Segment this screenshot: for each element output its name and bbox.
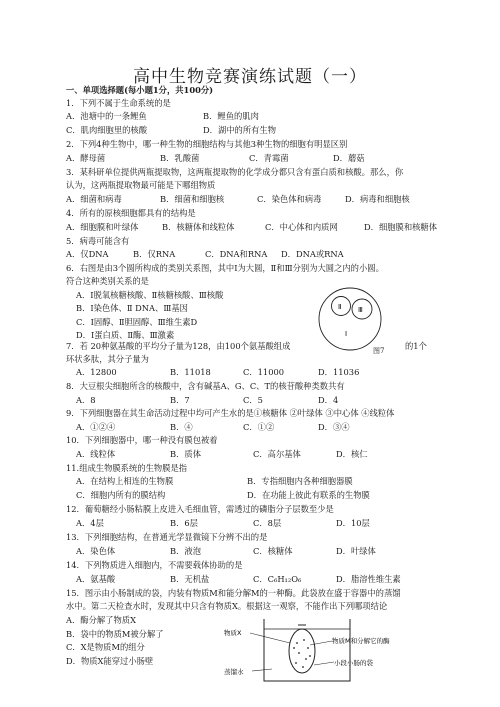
q5-option-a: A．仅DNA: [66, 249, 109, 259]
q1-stem: 1．下列不属于生命系统的是: [66, 98, 171, 108]
q7-option-d: D．11036: [318, 367, 360, 377]
leader-water: [252, 669, 272, 671]
q11-stem: 11.组成生物膜系统的生物膜是指: [66, 463, 188, 473]
q5-stem: 5．病毒可能含有: [66, 236, 130, 246]
q1-option-b: B．鲤鱼的肌肉: [203, 111, 259, 121]
q8-stem: 8．大豆根尖细胞所含的核酸中，含有碱基A、G、C、T的核苷酸种类数共有: [66, 381, 345, 391]
q7-stem-line1-end: 的1个: [405, 341, 427, 351]
q10-option-b: B．质体: [170, 449, 201, 459]
q4-option-c: C．中心体和内质网: [265, 222, 338, 232]
substance-dots: [293, 639, 311, 668]
q12-option-d: D．10层: [336, 518, 370, 528]
q3-stem-line2: 认为，这两瓶提取物最可能是下哪组物质: [66, 180, 216, 190]
q12-stem: 12．葡萄糖经小肠粘膜上皮进入毛细血管，需透过的磷脂分子层数至少是: [66, 504, 334, 514]
leader-x: [250, 633, 290, 643]
q15-option-a: A．酶分解了物质X: [66, 615, 136, 625]
q3-option-d: D．病毒和细胞核: [345, 194, 410, 204]
q15-option-b: B．袋中的物质M被分解了: [66, 629, 164, 639]
q14-option-d: D．脂溶性维生素: [336, 574, 401, 584]
q15-bag-diagram: [222, 615, 432, 687]
section-heading: 一、单项选择题(每小题1分，共100分): [66, 85, 214, 95]
q6-option-b: B．Ⅰ染色体、Ⅱ DNA、Ⅲ基因: [76, 303, 188, 313]
q3-option-b: B．细菌和细胞核: [160, 194, 225, 204]
q8-option-a: A．8: [76, 395, 96, 405]
q14-option-a: A．氨基酸: [76, 574, 116, 584]
q14-stem: 14．下列物质进入细胞内，不需要载体协助的是: [66, 560, 243, 570]
q4-option-a: A．细胞膜和叶绿体: [66, 222, 139, 232]
q9-option-a: A．①②④: [76, 422, 116, 432]
q6-option-c: C．Ⅰ固醇、Ⅱ胆固醇、Ⅲ维生素D: [76, 317, 198, 327]
q3-option-a: A．细菌和病毒: [66, 194, 122, 204]
q15-stem-line2: 水中。第二天检查水时，发现其中只含有物质X。根据这一观察，不能作出下列哪项结论: [66, 601, 388, 611]
q13-option-d: D．叶绿体: [336, 546, 376, 556]
q2-option-c: C．青霉菌: [249, 153, 289, 163]
q7-option-c: C．11000: [243, 367, 285, 377]
q3-stem-line1: 3．某科研单位提供两瓶提取物，这两瓶提取物的化学成分都只含有蛋白质和核酸。那么，你: [66, 167, 404, 177]
circle-label-iii: Ⅲ: [358, 306, 363, 314]
q2-option-b: B．乳酸菌: [160, 153, 200, 163]
q15-option-d: D．物质X能穿过小肠壁: [66, 656, 154, 666]
circle-label-i: Ⅰ: [345, 330, 348, 338]
circle-label-ii: Ⅱ: [338, 303, 342, 311]
q7-option-a: A．12800: [76, 367, 117, 377]
q2-stem: 2．下列4种生物中，哪一种生物的细胞结构与其他3种生物的细胞有明显区别: [66, 139, 348, 149]
page-title: 高中生物竞赛演练试题（一）: [133, 67, 367, 87]
q6-stem-line2: 符合这种类别关系的是: [66, 276, 149, 286]
q9-stem: 9．下列细胞器在其生命活动过程中均可产生水的是①核糖体 ②叶绿体 ③中心体 ④线粒体: [66, 408, 395, 418]
q12-option-c: C．8层: [253, 518, 282, 528]
intestine-bag: [289, 629, 315, 673]
q5-option-b: B．仅RNA: [133, 249, 176, 259]
q2-option-d: D．蘑菇: [333, 153, 365, 163]
q13-option-c: C．核糖体: [253, 546, 293, 556]
q11-option-b: B．专指细胞内各种细胞器膜: [247, 476, 353, 486]
q3-option-c: C．染色体和病毒: [257, 194, 322, 204]
label-intestine-bag: 小段小肠的袋: [334, 659, 373, 667]
q8-option-c: C．5: [243, 395, 263, 405]
q11-option-a: A．在结构上相连的生物膜: [76, 476, 174, 486]
q10-option-d: D．核仁: [336, 449, 368, 459]
q9-option-d: D．③④: [318, 422, 350, 432]
q4-option-d: D．细胞膜和核糖体: [364, 222, 438, 232]
q4-option-b: B．核糖体和线粒体: [162, 222, 235, 232]
q7-stem-line2: 环状多肽，其分子量为: [66, 354, 149, 364]
q12-option-a: A．4层: [76, 518, 104, 528]
q4-stem: 4．所有的原核细胞都具有的结构是: [66, 208, 196, 218]
q15-stem-line1: 15．图示由小肠制成的袋，内装有物质M和能分解M的一种酶。此袋放在盛于容器中的蒸馏: [66, 588, 401, 598]
q1-option-d: D．湖中的所有生物: [203, 125, 277, 135]
q13-option-b: B．液泡: [170, 546, 201, 556]
label-substance-m: 物质M和分解它的酶: [332, 637, 390, 645]
q5-option-c: C．DNA和RNA: [205, 249, 268, 259]
q6-option-d: D．Ⅰ蛋白质、Ⅱ酶、Ⅲ激素: [76, 330, 175, 340]
q10-option-c: C．高尔基体: [253, 449, 301, 459]
q13-option-a: A．染色体: [76, 546, 116, 556]
q10-stem: 10．下列细胞器中，哪一种没有膜包被着: [66, 435, 218, 445]
q11-option-c: C．细胞内所有的膜结构: [76, 490, 166, 500]
circle-outer: [319, 288, 381, 350]
label-distilled-water: 蒸馏水: [224, 668, 244, 676]
q6-option-a: A．Ⅰ脱氧核糖核酸、Ⅱ核糖核酸、Ⅲ核酸: [76, 290, 224, 300]
q15-option-c: C．X是物质M的组分: [66, 642, 145, 652]
q8-option-d: D．4: [318, 395, 339, 405]
q13-stem: 13．下列细胞结构，在普通光学显微镜下分辨不出的是: [66, 532, 268, 542]
q9-option-b: B．④: [170, 422, 193, 432]
q6-stem-line1: 6．右图是由3个圆所构成的类别关系图，其中Ⅰ为大圆，Ⅱ和Ⅲ分别为大圆之内的小圆。: [66, 263, 384, 273]
q12-option-b: B．6层: [170, 518, 198, 528]
q14-option-c: C．C₆H₁₂O₆: [253, 574, 302, 584]
q14-option-b: B．无机盐: [170, 574, 210, 584]
q7-option-b: B．11018: [170, 367, 211, 377]
q1-option-a: A．池塘中的一条鲤鱼: [66, 111, 147, 121]
q5-option-d: D．DNA或RNA: [281, 249, 344, 259]
q1-option-c: C．肌肉细胞里的核酸: [66, 125, 148, 135]
q6-figure-caption: 图7: [373, 347, 385, 355]
leader-bag: [314, 662, 334, 665]
q11-option-d: D．在功能上彼此有联系的生物膜: [247, 490, 370, 500]
q7-stem-line1: 7．若 20种氨基酸的平均分子量为128，由100个氨基酸组成: [66, 341, 291, 351]
q8-option-b: B．7: [170, 395, 190, 405]
label-substance-x: 物质X: [224, 629, 242, 637]
q9-option-c: C．①②: [243, 422, 275, 432]
q10-option-a: A．线粒体: [76, 449, 116, 459]
q2-option-a: A．酵母菌: [66, 153, 106, 163]
